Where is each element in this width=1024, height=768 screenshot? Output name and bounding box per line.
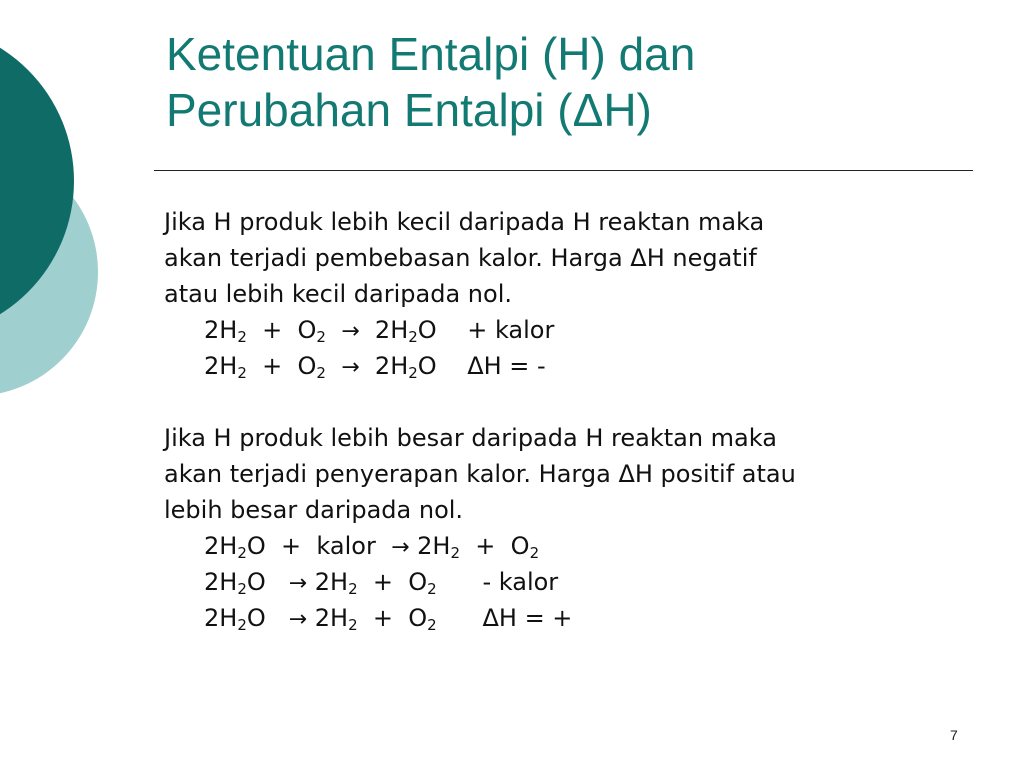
arrow-icon: → [341, 319, 360, 344]
paragraph-line: Jika H produk lebih kecil daripada H reaktan maka [164, 208, 765, 236]
arrow-icon: → [341, 355, 360, 380]
arrow-icon: → [288, 571, 308, 596]
equation-endothermic-1: $2H_2O$ + kalor → $2H_2 + O_2$ [204, 532, 540, 562]
spacer [164, 384, 984, 420]
title-divider [154, 170, 973, 171]
page-number: 7 [950, 727, 958, 743]
slide-body [164, 204, 984, 636]
arrow-icon: → [391, 535, 410, 560]
paragraph-line: Jika H produk lebih besar daripada H reaktan maka [164, 424, 777, 452]
paragraph-line: akan terjadi penyerapan kalor. Harga ΔH positif atau [164, 460, 796, 488]
equation-exothermic-1: $2H_2 + O_2 \to 2H_2O$ + kalor [204, 316, 555, 346]
paragraph-line: lebih besar daripada nol. [164, 496, 464, 524]
slide-title [166, 26, 986, 138]
slide-title-line-1: Ketentuan Entalpi (H) dan [166, 28, 696, 80]
paragraph-line: atau lebih kecil daripada nol. [164, 280, 512, 308]
paragraph-line: akan terjadi pembebasan kalor. Harga ΔH negatif [164, 244, 757, 272]
equation-exothermic-2: $2H_2 + O_2 \to 2H_2O$ ΔH = - [204, 352, 546, 382]
arrow-icon: → [288, 607, 308, 632]
equation-endothermic-2: $2H_2O$ → $2H_2 + O_2$ - kalor [204, 568, 559, 598]
slide-title-line-2: Perubahan Entalpi (ΔH) [166, 84, 652, 136]
equation-endothermic-3: $2H_2O$ → $2H_2 + O_2$ ΔH = + [204, 604, 573, 634]
